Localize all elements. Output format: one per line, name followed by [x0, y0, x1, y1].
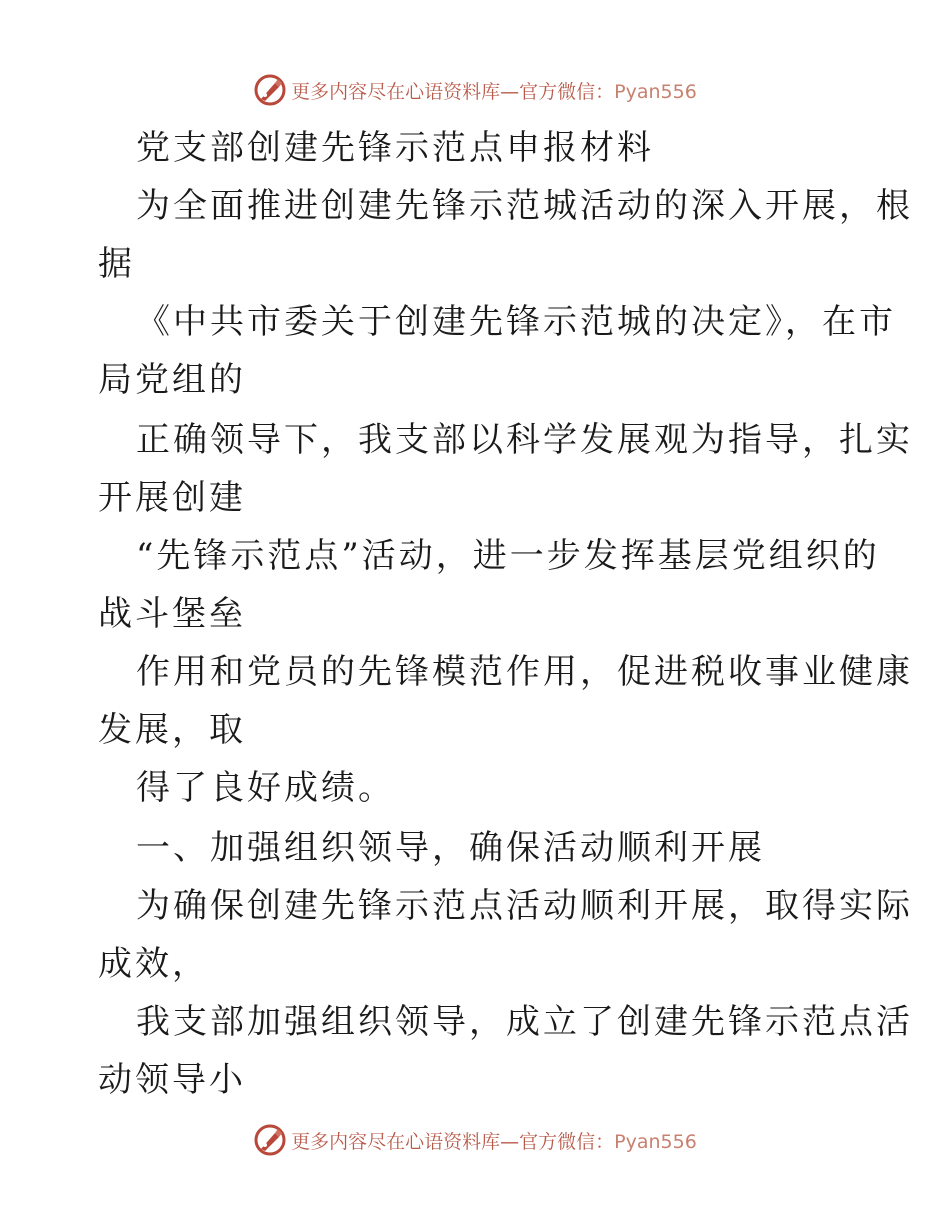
paragraph-line: 发展，取 [98, 710, 246, 750]
paragraph-line: 战斗堡垒 [98, 594, 246, 634]
paragraph-line: 开展创建 [98, 478, 246, 518]
paragraph-line: 成效， [98, 944, 209, 984]
watermark-text: 更多内容尽在心语资料库—官方微信：Pyan556 [291, 1130, 697, 1153]
watermark-text: 更多内容尽在心语资料库—官方微信：Pyan556 [291, 80, 697, 103]
paragraph-line: 据 [98, 244, 135, 284]
paragraph-line: 动领导小 [98, 1060, 246, 1100]
wechat-id: Pyan556 [614, 80, 697, 103]
paragraph-line: 得了良好成绩。 [136, 768, 395, 808]
section-heading: 一、加强组织领导，确保活动顺利开展 [136, 828, 765, 868]
document-title: 党支部创建先锋示范点申报材料 [136, 128, 654, 168]
pen-logo-icon [253, 1123, 287, 1157]
paragraph-line: 为全面推进创建先锋示范城活动的深入开展，根 [136, 186, 913, 226]
paragraph-line: 正确领导下，我支部以科学发展观为指导，扎实 [136, 420, 913, 460]
paragraph-line: 局党组的 [98, 360, 246, 400]
paragraph-line: 为确保创建先锋示范点活动顺利开展，取得实际 [136, 886, 913, 926]
paragraph-line: 作用和党员的先锋模范作用，促进税收事业健康 [136, 652, 913, 692]
paragraph-line: “先锋示范点”活动，进一步发挥基层党组织的 [136, 536, 880, 576]
wechat-id: Pyan556 [614, 1130, 697, 1153]
paragraph-line: 《中共市委关于创建先锋示范城的决定》，在市 [136, 302, 896, 342]
footer-watermark [0, 1120, 950, 1160]
paragraph-line: 我支部加强组织领导，成立了创建先锋示范点活 [136, 1002, 913, 1042]
